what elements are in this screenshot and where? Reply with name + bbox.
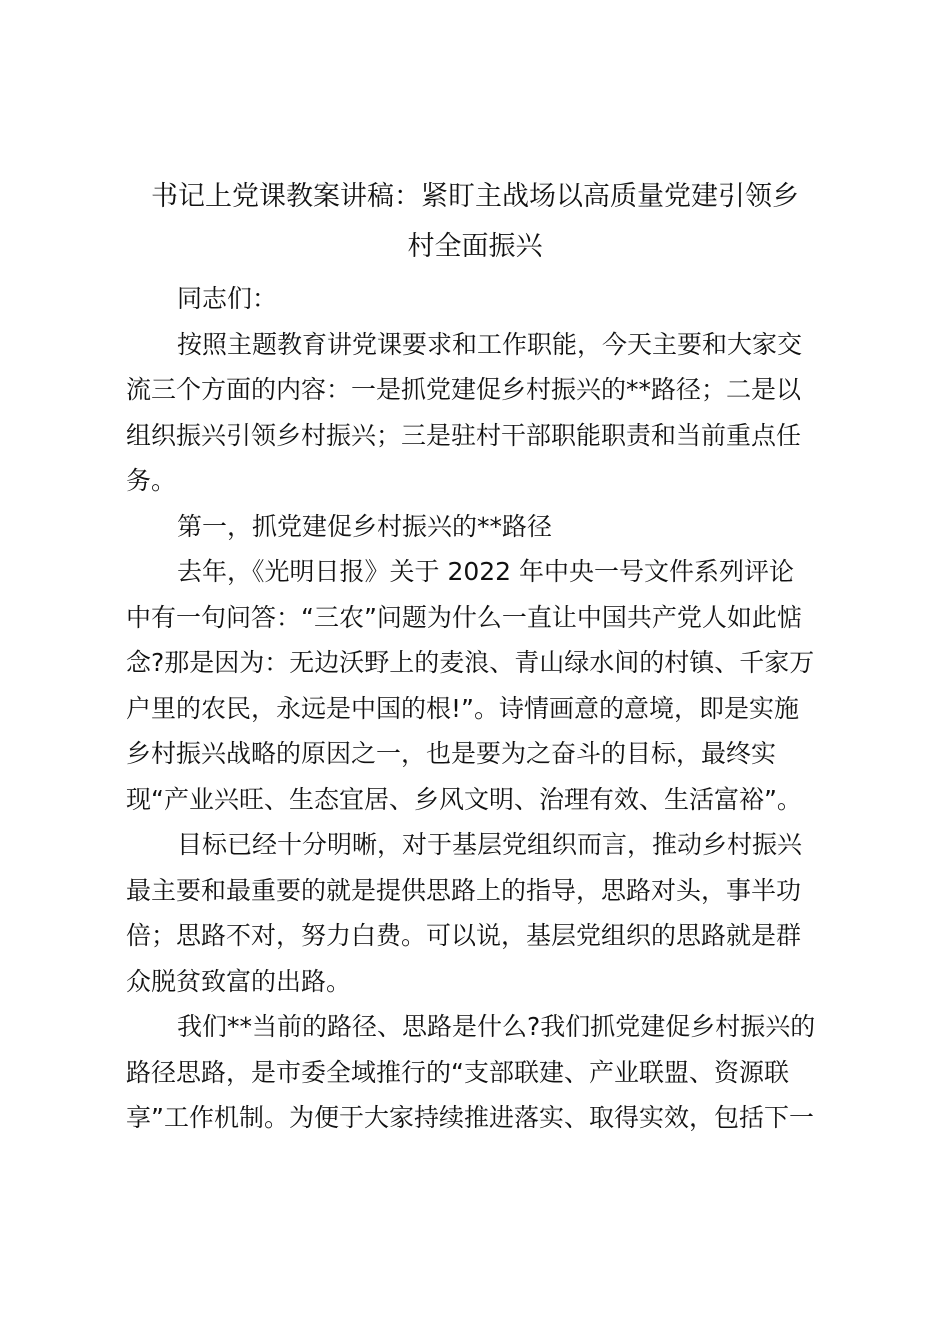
text-line: 按照主题教育讲党课要求和工作职能，今天主要和大家交 — [177, 329, 803, 359]
text-line: 组织振兴引领乡村振兴；三是驻村干部职能职责和当前重点任 — [126, 420, 802, 450]
paragraph-goal — [126, 822, 836, 1004]
section-heading — [126, 504, 836, 550]
text-line: 务。 — [126, 466, 177, 495]
paragraph-guangming — [126, 549, 836, 822]
title-line: 村全面振兴 — [407, 231, 543, 262]
text-line: 路径思路，是市委全域推行的“支部联建、产业联盟、资源联 — [126, 1057, 789, 1087]
text-line: 我们**当前的路径、思路是什么?我们抓党建促乡村振兴的 — [177, 1012, 816, 1041]
text-line: 现“产业兴旺、生态宜居、乡风文明、治理有效、生活富裕”。 — [126, 784, 802, 814]
text-line: 目标已经十分明晰，对于基层党组织而言，推动乡村振兴 — [177, 830, 803, 859]
document-title — [120, 172, 830, 272]
text-line: 念?那是因为：无边沃野上的麦浪、青山绿水间的村镇、千家万 — [126, 648, 815, 677]
title-line: 书记上党课教案讲稿：紧盯主战场以高质量党建引领乡 — [151, 181, 799, 212]
document-body — [126, 276, 836, 1141]
text-line: 众脱贫致富的出路。 — [126, 966, 352, 996]
text-line: 最主要和最重要的就是提供思路上的指导，思路对头，事半功 — [126, 875, 802, 905]
text-line: 户里的农民，永远是中国的根!”。诗情画意的意境，即是实施 — [126, 693, 799, 723]
text-line: 同志们： — [177, 284, 278, 313]
paragraph-path — [126, 1004, 836, 1141]
text-line: 乡村振兴战略的原因之一，也是要为之奋斗的目标，最终实 — [126, 739, 777, 768]
text-line: 中有一句问答：“三农”问题为什么一直让中国共产党人如此惦 — [126, 602, 802, 632]
text-line: 倍；思路不对，努力白费。可以说，基层党组织的思路就是群 — [126, 921, 802, 950]
text-line: 去年，《光明日报》关于 2022 年中央一号文件系列评论 — [177, 557, 795, 586]
text-line: 流三个方面的内容：一是抓党建促乡村振兴的**路径；二是以 — [126, 375, 802, 404]
salutation — [126, 276, 836, 322]
paragraph-intro — [126, 322, 836, 504]
text-line: 享”工作机制。为便于大家持续推进落实、取得实效，包括下一 — [126, 1103, 814, 1132]
text-line: 第一，抓党建促乡村振兴的**路径 — [177, 511, 553, 541]
